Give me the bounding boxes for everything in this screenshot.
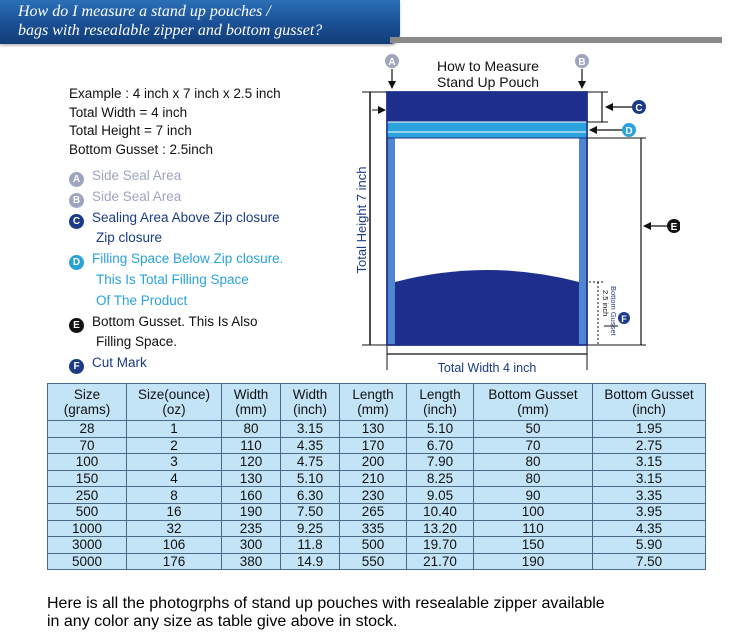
column-header-line: (mm) xyxy=(357,402,389,417)
marker-f: F xyxy=(621,314,627,324)
column-header xyxy=(593,384,706,421)
svg-text:C: C xyxy=(635,103,643,114)
column-header-line: (grams) xyxy=(63,402,111,417)
width-label: Total Width 4 inch xyxy=(437,361,537,375)
legend-item xyxy=(69,353,147,373)
table-cell: 16 xyxy=(127,503,222,520)
table-cell: 13.20 xyxy=(407,520,474,537)
table-cell: 7.50 xyxy=(281,503,340,520)
table-cell: 28 xyxy=(48,421,127,438)
table-cell: 160 xyxy=(222,487,281,504)
column-header-line: (inch) xyxy=(293,402,327,417)
table-cell: 300 xyxy=(222,537,281,554)
legend-badge: F xyxy=(69,359,84,374)
column-header-line: Length xyxy=(352,387,394,402)
column-header xyxy=(48,384,127,421)
table-row xyxy=(48,537,706,554)
marker-d xyxy=(590,123,636,137)
table-cell: 2 xyxy=(127,437,222,454)
legend-text: Side Seal Area xyxy=(92,168,182,183)
table-cell: 3.15 xyxy=(593,454,706,471)
legend-item xyxy=(96,228,162,248)
table-cell: 4.35 xyxy=(593,520,706,537)
footer-note xyxy=(47,595,605,631)
svg-text:B: B xyxy=(578,57,586,68)
title-line-2: bags with resealable zipper and bottom gusset? xyxy=(18,22,323,39)
table-row xyxy=(48,454,706,471)
column-header-line: Size(ounce) xyxy=(137,387,211,402)
example-line: Total Width = 4 inch xyxy=(69,104,188,120)
table-cell: 235 xyxy=(222,520,281,537)
table-cell: 9.05 xyxy=(407,487,474,504)
gusset-label-1: Bottom Gusset xyxy=(609,286,618,336)
size-table xyxy=(47,383,706,570)
height-label: Total Height 7 inch xyxy=(354,166,369,274)
legend-item xyxy=(69,208,280,228)
column-header xyxy=(340,384,407,421)
table-cell: 10.40 xyxy=(407,503,474,520)
table-cell: 9.25 xyxy=(281,520,340,537)
table-cell: 80 xyxy=(222,421,281,438)
table-cell: 3 xyxy=(127,454,222,471)
legend-text: Bottom Gusset. This Is Also xyxy=(92,313,258,329)
legend-text: Zip closure xyxy=(96,230,163,246)
legend-text: Sealing Area Above Zip closure xyxy=(92,209,280,225)
table-cell: 4.75 xyxy=(281,454,340,471)
svg-text:A: A xyxy=(388,57,396,68)
column-header-line: (inch) xyxy=(632,402,666,417)
marker-b xyxy=(575,54,589,88)
pouch-diagram xyxy=(340,50,680,380)
title-banner xyxy=(0,0,400,44)
table-cell: 335 xyxy=(340,520,407,537)
marker-c xyxy=(587,92,646,122)
column-header xyxy=(127,384,222,421)
table-cell: 106 xyxy=(127,537,222,554)
legend-text: Filling Space Below Zip closure. xyxy=(92,251,284,267)
legend-badge: B xyxy=(69,193,84,208)
title-line-1: How do I measure a stand up pouches / xyxy=(18,3,271,20)
table-cell: 120 xyxy=(222,454,281,471)
legend-text: This Is Total Filling Space xyxy=(96,272,249,287)
table-cell: 80 xyxy=(474,454,593,471)
table-cell: 100 xyxy=(474,503,593,520)
table-cell: 4.35 xyxy=(281,437,340,454)
table-cell: 6.30 xyxy=(281,487,340,504)
table-cell: 170 xyxy=(340,437,407,454)
table-cell: 230 xyxy=(340,487,407,504)
table-cell: 176 xyxy=(127,553,222,570)
table-header-row xyxy=(48,384,706,421)
legend-item xyxy=(69,187,181,207)
column-header-line: (oz) xyxy=(162,402,186,417)
table-cell: 19.70 xyxy=(407,537,474,554)
table-cell: 21.70 xyxy=(407,553,474,570)
table-cell: 3.15 xyxy=(281,421,340,438)
table-cell: 5.10 xyxy=(407,421,474,438)
table-cell: 7.50 xyxy=(593,553,706,570)
table-cell: 150 xyxy=(48,470,127,487)
table-cell: 190 xyxy=(474,553,593,570)
column-header xyxy=(281,384,340,421)
table-cell: 380 xyxy=(222,553,281,570)
example-block xyxy=(69,85,281,159)
column-header xyxy=(222,384,281,421)
legend-badge: D xyxy=(69,255,84,270)
legend-text: Filling Space. xyxy=(96,334,178,350)
table-cell: 5.90 xyxy=(593,537,706,554)
legend-badge: A xyxy=(69,172,84,187)
table-row xyxy=(48,487,706,504)
legend-text: Cut Mark xyxy=(92,355,147,371)
diagram-title-1: How to Measure xyxy=(437,58,539,74)
table-cell: 8 xyxy=(127,487,222,504)
footer-line-2: in any color any size as table give above in stock. xyxy=(47,613,398,630)
table-cell: 190 xyxy=(222,503,281,520)
table-cell: 130 xyxy=(222,470,281,487)
legend-badge: C xyxy=(69,214,84,229)
table-row xyxy=(48,470,706,487)
marker-e xyxy=(587,138,680,345)
marker-a xyxy=(385,54,399,88)
table-cell: 3000 xyxy=(48,537,127,554)
example-line: Example : 4 inch x 7 inch x 2.5 inch xyxy=(69,86,281,101)
column-header-line: (mm) xyxy=(235,402,267,417)
example-line: Bottom Gusset : 2.5inch xyxy=(69,141,214,157)
table-cell: 110 xyxy=(222,437,281,454)
legend-item xyxy=(69,312,258,332)
diagram-title-2: Stand Up Pouch xyxy=(437,74,539,90)
column-header-line: Size xyxy=(73,387,101,402)
column-header-line: Width xyxy=(233,387,269,402)
table-cell: 110 xyxy=(474,520,593,537)
table-cell: 14.9 xyxy=(281,553,340,570)
legend-item xyxy=(69,249,283,269)
table-cell: 1 xyxy=(127,421,222,438)
table-cell: 70 xyxy=(48,437,127,454)
table-cell: 3.35 xyxy=(593,487,706,504)
header-divider xyxy=(390,37,722,43)
table-cell: 6.70 xyxy=(407,437,474,454)
column-header xyxy=(407,384,474,421)
column-header-line: (mm) xyxy=(517,402,549,417)
table-cell: 70 xyxy=(474,437,593,454)
footer-line-1: Here is all the photogrphs of stand up pouches with resealable zipper available xyxy=(47,595,605,612)
table-cell: 90 xyxy=(474,487,593,504)
table-cell: 100 xyxy=(48,454,127,471)
table-cell: 5000 xyxy=(48,553,127,570)
table-cell: 5.10 xyxy=(281,470,340,487)
table-row xyxy=(48,437,706,454)
table-cell: 210 xyxy=(340,470,407,487)
table-cell: 11.8 xyxy=(281,537,340,554)
column-header xyxy=(474,384,593,421)
legend-item xyxy=(96,291,187,311)
table-cell: 500 xyxy=(340,537,407,554)
table-row xyxy=(48,553,706,570)
table-cell: 250 xyxy=(48,487,127,504)
table-cell: 4 xyxy=(127,470,222,487)
table-cell: 1.95 xyxy=(593,421,706,438)
table-cell: 8.25 xyxy=(407,470,474,487)
table-cell: 150 xyxy=(474,537,593,554)
column-header-line: Bottom Gusset xyxy=(488,387,578,402)
table-cell: 2.75 xyxy=(593,437,706,454)
table-cell: 7.90 xyxy=(407,454,474,471)
column-header-line: Width xyxy=(292,387,328,402)
table-cell: 3.95 xyxy=(593,503,706,520)
legend-item xyxy=(96,270,249,290)
pouch-body xyxy=(387,92,587,345)
table-row xyxy=(48,503,706,520)
table-cell: 80 xyxy=(474,470,593,487)
table-cell: 130 xyxy=(340,421,407,438)
column-header-line: Bottom Gusset xyxy=(604,387,694,402)
svg-text:D: D xyxy=(625,126,633,137)
table-cell: 500 xyxy=(48,503,127,520)
table-cell: 550 xyxy=(340,553,407,570)
legend-item xyxy=(96,332,177,352)
table-cell: 200 xyxy=(340,454,407,471)
svg-text:E: E xyxy=(670,222,678,233)
table-cell: 265 xyxy=(340,503,407,520)
legend-text: Of The Product xyxy=(96,292,188,308)
column-header-line: (inch) xyxy=(423,402,457,417)
legend-badge: E xyxy=(69,318,84,333)
legend-item xyxy=(69,166,181,186)
table-cell: 1000 xyxy=(48,520,127,537)
table-cell: 32 xyxy=(127,520,222,537)
legend-text: Side Seal Area xyxy=(92,188,182,204)
column-header-line: Length xyxy=(419,387,461,402)
example-line: Total Height = 7 inch xyxy=(69,123,192,138)
gusset-label-2: 2.5 inch xyxy=(601,290,610,317)
table-cell: 50 xyxy=(474,421,593,438)
table-row xyxy=(48,520,706,537)
table-cell: 3.15 xyxy=(593,470,706,487)
table-row xyxy=(48,421,706,438)
